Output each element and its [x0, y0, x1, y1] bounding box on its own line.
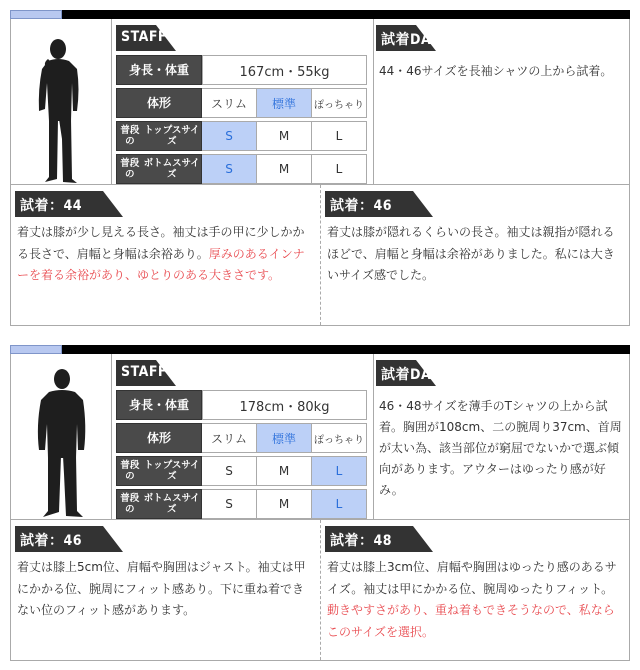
banner-label: 試着：46 [330, 198, 393, 214]
section-top-bar [10, 10, 630, 19]
body-type-label: 体形 [116, 423, 202, 453]
right-review-text: 着丈は膝上3cm位、肩幅や胸囲はゆったり感のあるサイズ。袖丈は甲にかかる位、腕周ゆったりフィット。 [327, 560, 617, 596]
staff-data-table [116, 25, 367, 187]
size-option: S [202, 154, 257, 184]
silhouette-box [11, 19, 112, 185]
size-option: M [257, 489, 312, 519]
bottoms-size-row [116, 154, 367, 184]
left-review-banner [15, 191, 211, 217]
top-bar-accent [10, 10, 62, 19]
staff-date-banner [116, 360, 264, 386]
banner-label: 試着DATE [381, 367, 449, 383]
staff-silhouette-icon [11, 354, 112, 520]
body-type-option: スリム [202, 88, 257, 118]
tops-size-row-label [116, 456, 202, 486]
staff-review-section [10, 10, 630, 326]
body-type-label: 体形 [116, 88, 202, 118]
left-review-banner [15, 526, 211, 552]
tops-size-row-label-line2: トップスサイズ [144, 460, 200, 482]
section-top-bar [10, 345, 630, 354]
try-on-text: 46・48サイズを薄手のTシャツの上から試着。胸囲が108cm、二の腕周り37cm、首周が太い為、該当部位が窮屈でないかで選ぶ傾向があります。アウターはゆったり感が好み。 [379, 399, 622, 497]
banner-label: STAFF DATE [121, 29, 211, 45]
height-weight-label: 身長・体重 [116, 55, 202, 85]
size-option: L [312, 489, 367, 519]
try-date-banner [376, 360, 524, 386]
staff-info-area [10, 19, 630, 185]
height-weight-value: 167cm・55kg [202, 55, 367, 85]
review-area [10, 185, 630, 326]
left-review [11, 520, 320, 660]
body-type-option: 標準 [257, 423, 312, 453]
staff-data-table [116, 360, 367, 522]
body-type-row [116, 88, 367, 118]
staff-silhouette-icon [11, 19, 112, 185]
right-review-highlight: 動きやすさがあり、重ね着もできそうなので、私ならこのサイズを選択。 [327, 603, 615, 639]
banner-label: 試着DATE [381, 32, 449, 48]
banner-label: 試着：46 [20, 533, 83, 549]
try-on-info [373, 354, 631, 520]
bottoms-size-row-label-line1: 普段の [120, 158, 140, 180]
left-review [11, 185, 320, 325]
size-option: L [312, 456, 367, 486]
body-type-option: ぽっちゃり [312, 88, 367, 118]
tops-size-row [116, 121, 367, 151]
banner-label: 試着：48 [330, 533, 393, 549]
tops-size-row-label-line2: トップスサイズ [144, 125, 200, 147]
size-option: M [257, 121, 312, 151]
try-on-text: 44・46サイズを長袖シャツの上から試着。 [379, 64, 613, 78]
height-weight-row [116, 390, 367, 420]
body-type-row [116, 423, 367, 453]
size-option: M [257, 154, 312, 184]
staff-date-banner [116, 25, 264, 51]
right-review-text: 着丈は膝が隠れるくらいの長さ。袖丈は親指が隠れるほどで、肩幅と身幅は余裕がありました。私には大きいサイズ感でした。 [327, 225, 615, 282]
right-review-banner [325, 526, 521, 552]
bottoms-size-row-label [116, 489, 202, 519]
left-review-body [17, 557, 313, 622]
try-on-info [373, 19, 631, 185]
bottoms-size-row [116, 489, 367, 519]
staff-review-section [10, 345, 630, 661]
staff-info-area [10, 354, 630, 520]
tops-size-row-label-line1: 普段の [120, 460, 140, 482]
tops-size-row [116, 456, 367, 486]
size-option: S [202, 121, 257, 151]
right-review-body [327, 557, 623, 643]
try-date-banner [376, 25, 524, 51]
size-option: S [202, 456, 257, 486]
body-type-option: スリム [202, 423, 257, 453]
tops-size-row-label [116, 121, 202, 151]
banner-label: STAFF DATE [121, 364, 211, 380]
size-option: M [257, 456, 312, 486]
height-weight-row [116, 55, 367, 85]
left-review-text: 着丈は膝が少し見える長さ。袖丈は手の甲に少しかかる長さで、肩幅と身幅は余裕あり。 [17, 225, 305, 261]
left-review-highlight: 厚みのあるインナーを着る余裕があり、ゆとりのある大きさです。 [17, 246, 305, 282]
top-bar-accent [10, 345, 62, 354]
right-review-banner [325, 191, 521, 217]
height-weight-value: 178cm・80kg [202, 390, 367, 420]
left-review-text: 着丈は膝上5cm位、肩幅や胸囲はジャスト。袖丈は甲にかかる位、腕周にフィット感あり。下に重ね着できない位のフィット感があります。 [17, 560, 306, 617]
review-area [10, 520, 630, 661]
left-review-body [17, 222, 313, 287]
bottoms-size-row-label-line2: ボトムスサイズ [143, 158, 200, 180]
silhouette-box [11, 354, 112, 520]
tops-size-row-label-line1: 普段の [120, 125, 140, 147]
body-type-option: 標準 [257, 88, 312, 118]
right-review [320, 185, 629, 325]
size-option: L [312, 121, 367, 151]
banner-label: 試着：44 [20, 198, 83, 214]
right-review-body [327, 222, 623, 287]
body-type-option: ぽっちゃり [312, 423, 367, 453]
bottoms-size-row-label-line1: 普段の [120, 493, 140, 515]
size-option: L [312, 154, 367, 184]
bottoms-size-row-label [116, 154, 202, 184]
size-option: S [202, 489, 257, 519]
bottoms-size-row-label-line2: ボトムスサイズ [143, 493, 200, 515]
height-weight-label: 身長・体重 [116, 390, 202, 420]
right-review [320, 520, 629, 660]
